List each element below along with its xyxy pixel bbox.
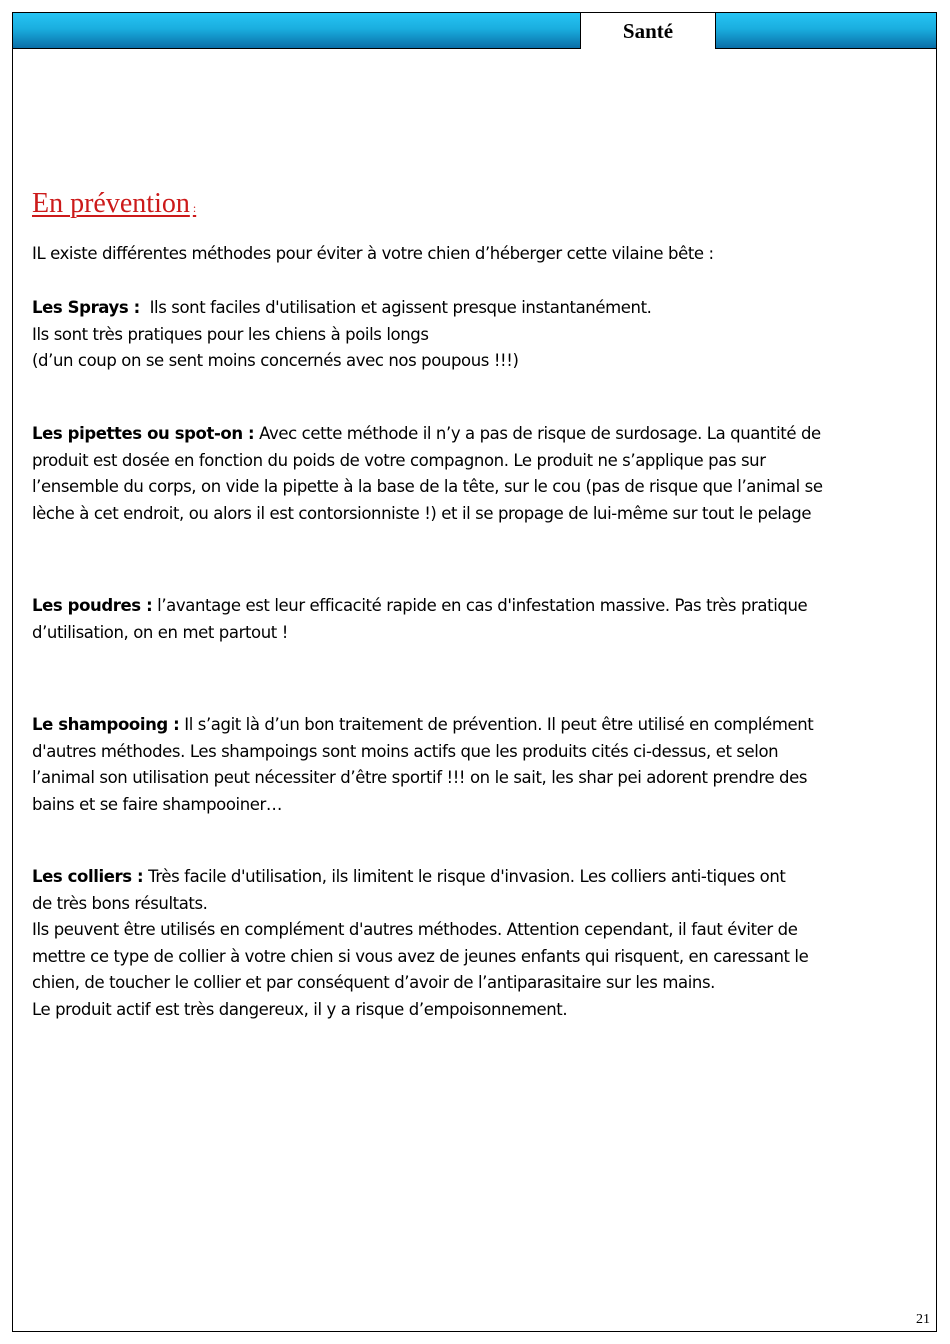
sprays-line-3: (d’un coup on se sent moins concernés avec nos poupous !!!) bbox=[32, 351, 519, 370]
colliers-paragraph bbox=[32, 864, 917, 1023]
poudres-line-1 bbox=[32, 593, 917, 620]
sprays-text-1: Ils sont faciles d'utilisation et agissent presque instantanément. bbox=[149, 298, 652, 317]
poudres-paragraph bbox=[32, 593, 917, 646]
section-heading-colon: : bbox=[192, 201, 197, 215]
shampooing-line-1 bbox=[32, 712, 917, 739]
shampooing-line-3: l’animal son utilisation peut nécessiter d’être sportif !!! on le sait, les shar pei adorent prendre des bbox=[32, 768, 808, 787]
intro-text: IL existe différentes méthodes pour éviter à votre chien d’héberger cette vilaine bête : bbox=[32, 244, 714, 263]
colliers-line-1 bbox=[32, 864, 917, 891]
poudres-text-1: l’avantage est leur efficacité rapide en cas d'infestation massive. Pas très pratique bbox=[157, 596, 808, 615]
sprays-line-1 bbox=[32, 295, 917, 322]
pipettes-line-3: l’ensemble du corps, on vide la pipette à la base de la tête, sur le cou (pas de risque que l’animal se bbox=[32, 477, 823, 496]
section-heading bbox=[32, 188, 196, 220]
header-title-text: Santé bbox=[622, 18, 674, 43]
colliers-line-5: chien, de toucher le collier et par conséquent d’avoir de l’antiparasitaire sur les mains. bbox=[32, 973, 715, 992]
colliers-line-6: Le produit actif est très dangereux, il y a risque d’empoisonnement. bbox=[32, 999, 568, 1019]
header-title bbox=[580, 12, 716, 49]
colliers-line-3: Ils peuvent être utilisés en complément d'autres méthodes. Attention cependant, il faut éviter de bbox=[32, 920, 798, 939]
sprays-paragraph bbox=[32, 295, 917, 375]
colliers-line-2: de très bons résultats. bbox=[32, 893, 208, 913]
shampooing-text-1: Il s’agit là d’un bon traitement de prévention. Il peut être utilisé en complément bbox=[184, 715, 814, 734]
shampooing-label: Le shampooing : bbox=[32, 715, 180, 734]
poudres-line-2: d’utilisation, on en met partout ! bbox=[32, 622, 288, 642]
colliers-text-1: Très facile d'utilisation, ils limitent le risque d'invasion. Les colliers anti-tiques ont bbox=[148, 867, 786, 886]
pipettes-line-1 bbox=[32, 421, 917, 448]
shampooing-line-4: bains et se faire shampooiner… bbox=[32, 794, 283, 814]
sprays-label: Les Sprays : bbox=[32, 298, 140, 317]
shampooing-line-2: d'autres méthodes. Les shampoings sont moins actifs que les produits cités ci-dessus, et selon bbox=[32, 741, 779, 761]
intro-paragraph bbox=[32, 241, 917, 268]
pipettes-line-4: lèche à cet endroit, ou alors il est contorsionniste !) et il se propage de lui-même sur tout le pelage bbox=[32, 503, 812, 523]
page-number: 21 bbox=[916, 1312, 930, 1327]
colliers-label: Les colliers : bbox=[32, 867, 144, 886]
colliers-line-4: mettre ce type de collier à votre chien si vous avez de jeunes enfants qui risquent, en caressant le bbox=[32, 946, 809, 966]
poudres-label: Les poudres : bbox=[32, 596, 153, 615]
pipettes-line-2: produit est dosée en fonction du poids de votre compagnon. Le produit ne s’applique pas sur bbox=[32, 450, 766, 470]
sprays-line-2: Ils sont très pratiques pour les chiens à poils longs bbox=[32, 324, 429, 344]
pipettes-paragraph bbox=[32, 421, 917, 527]
pipettes-text-1: Avec cette méthode il n’y a pas de risque de surdosage. La quantité de bbox=[259, 424, 821, 443]
header-bar-right bbox=[715, 12, 937, 49]
section-heading-text: En prévention bbox=[32, 188, 190, 219]
header-bar-left bbox=[12, 12, 581, 49]
pipettes-label: Les pipettes ou spot-on : bbox=[32, 424, 255, 443]
shampooing-paragraph bbox=[32, 712, 917, 818]
